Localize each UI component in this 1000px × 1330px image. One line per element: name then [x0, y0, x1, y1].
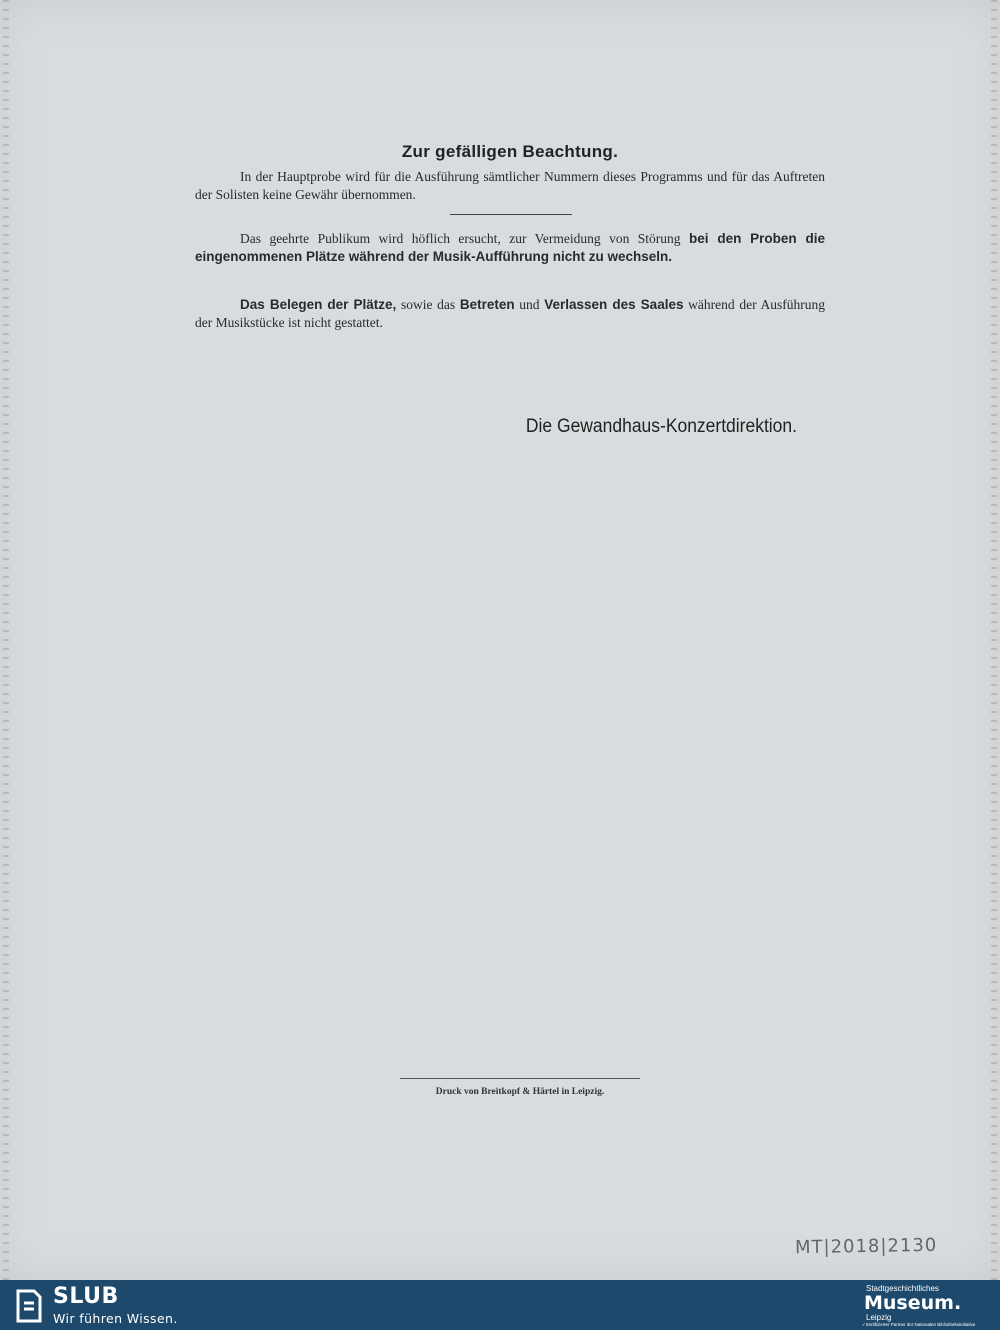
para3-text-3: während der Ausführung der Musikstücke ist nicht gestattet.: [195, 297, 826, 330]
slub-name[interactable]: SLUB: [53, 1284, 119, 1309]
scan-edge-right: [991, 0, 997, 1280]
divider-rule: [450, 214, 572, 215]
printer-imprint: Druck von Breitkopf & Härtel in Leipzig.: [400, 1078, 640, 1097]
para2-bold-text: bei den Proben die eingenommenen Plätze während der Musik-Aufführung nicht zu wechseln.: [195, 231, 825, 264]
shelfmark: MT|2018|2130: [794, 1234, 938, 1259]
para3-text-1: sowie das: [396, 297, 460, 312]
slub-logo-icon: [14, 1289, 42, 1323]
slub-tagline: Wir führen Wissen.: [53, 1311, 178, 1326]
museum-logo[interactable]: Museum.: [864, 1292, 962, 1314]
notice-paragraph-1: In der Hauptprobe wird für die Ausführung sämtlicher Nummern dieses Programms und für das Auftreten der Solisten keine Gewähr übernommen.: [195, 169, 825, 202]
signature: Die Gewandhaus-Konzertdirektion.: [525, 416, 797, 437]
notice-paragraph-2: [195, 230, 825, 266]
partner-note: ✓Zertifizierter Partner der Nationalen Bibliotheksinitiative: [862, 1322, 976, 1327]
museum-city: Leipzig: [866, 1313, 892, 1322]
footer-bar: [0, 1280, 1000, 1330]
para3-bold-1: Das Belegen der Plätze,: [240, 297, 397, 312]
para3-text-2: und: [514, 297, 545, 312]
notice-paragraph-3: [195, 296, 825, 332]
para2-text: Das geehrte Publikum wird höflich ersucht, zur Vermeidung von Störung: [240, 231, 689, 246]
museum-label: Stadtgeschichtliches: [866, 1284, 939, 1293]
notice-heading: Zur gefälligen Beachtung.: [401, 142, 619, 161]
scan-edge-left: [3, 0, 9, 1280]
para3-bold-3: Verlassen des Saales: [544, 297, 684, 312]
para3-bold-2: Betreten: [459, 297, 515, 312]
